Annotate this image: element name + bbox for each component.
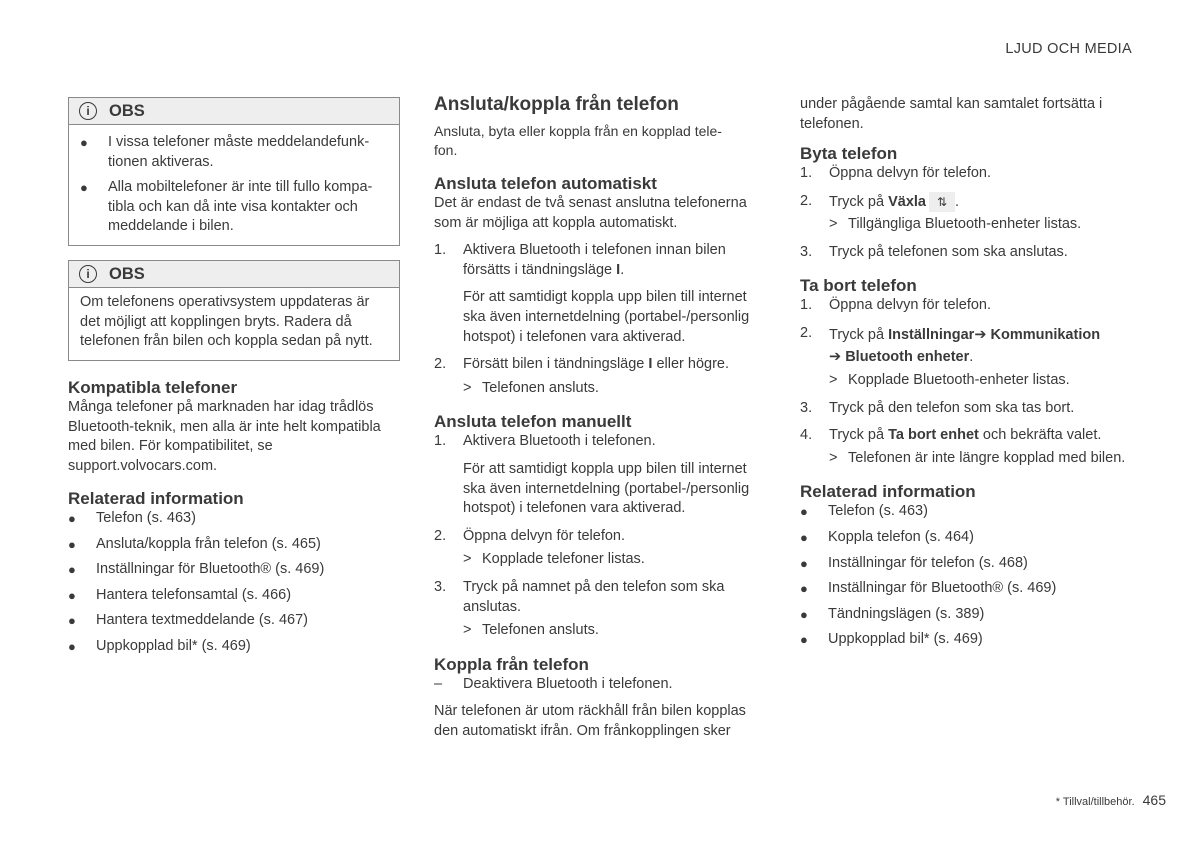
section-heading: Byta telefon — [800, 144, 898, 164]
related-link[interactable]: ● Koppla telefon (s. 464) — [800, 528, 974, 545]
step-item: 2. Tryck på Inställningar➔ Kommunikation ➔ Bluetooth enheter. > Kopplade Bluetooth-enheter listas. — [800, 324, 1132, 391]
body-text: Många telefoner på marknaden har idag trådlös Bluetooth-teknik, men alla är inte helt kompatibla med bilen. För kompatibilitet, se support.volvocars.com. — [68, 399, 381, 474]
obs-note-text: Om telefonens operativsystem uppdateras är det möjligt att kopplingen bryts. Radera då telefonen från bilen och koppla sedan på nytt. — [80, 294, 373, 350]
step-item: 1. Öppna delvyn för telefon. — [800, 165, 992, 182]
section-heading: Ansluta telefon manuellt — [434, 412, 632, 432]
step-item: 3. Tryck på telefonen som ska anslutas. — [800, 243, 1068, 260]
info-circle-icon: i — [79, 265, 97, 283]
arrow-right-icon: ➔ — [974, 326, 987, 343]
step-result: > Tillgängliga Bluetooth-enheter listas. — [829, 216, 1082, 233]
obs-note-header — [69, 98, 399, 125]
step-result: > Telefonen är inte längre kopplad med bilen. — [829, 449, 1126, 466]
footnote: * Tillval/tillbehör. — [1055, 796, 1135, 808]
related-link[interactable]: ● Tändningslägen (s. 389) — [800, 605, 985, 622]
step-result: > Telefonen ansluts. — [463, 379, 599, 396]
step-item: 1. Aktivera Bluetooth i telefonen. För att samtidigt koppla upp bilen till internet ska även internetdelning (portabel-/personlig hotspot) i telefonen vara aktiverad. — [434, 432, 768, 518]
related-link[interactable]: ● Uppkopplad bil* (s. 469) — [68, 637, 251, 654]
step-item: 2. Öppna delvyn för telefon. > Kopplade telefoner listas. — [434, 527, 768, 570]
obs-note-title: OBS — [109, 264, 145, 283]
arrow-right-icon: ➔ — [829, 348, 842, 365]
section-heading: Koppla från telefon — [434, 654, 589, 674]
step-item: 3. Tryck på den telefon som ska tas bort. — [800, 399, 1075, 416]
section-heading: Relaterad information — [68, 489, 244, 508]
body-text: När telefonen är utom räckhåll från bilen kopplas den automatiskt ifrån. Om frånkopplingen sker — [434, 703, 746, 739]
intro-text: Ansluta, byta eller koppla från en kopplad tele- fon. — [434, 123, 722, 158]
step-result: > Kopplade Bluetooth-enheter listas. — [829, 371, 1070, 388]
page-footer — [1056, 792, 1166, 808]
step-item: 1. Aktivera Bluetooth i telefonen innan bilen försätts i tändningsläge I. För att samtidigt koppla upp bilen till internet ska även internetdelning (portabel-/personlig hotspot) i telefonen vara aktiverad. — [434, 241, 768, 347]
list-item: ● Alla mobiltelefoner är inte till fullo kompa- tibla och kan då inte visa kontakter och meddelande i bilen. — [80, 179, 373, 235]
section-header: LJUD OCH MEDIA — [1005, 41, 1132, 57]
page-title: Ansluta/koppla från telefon — [434, 94, 679, 115]
related-link[interactable]: ● Uppkopplad bil* (s. 469) — [800, 631, 983, 648]
step-result: > Kopplade telefoner listas. — [463, 551, 645, 568]
step-item: – Deaktivera Bluetooth i telefonen. — [434, 675, 673, 692]
step-item: 1. Öppna delvyn för telefon. — [800, 297, 992, 314]
related-link[interactable]: ● Telefon (s. 463) — [800, 503, 928, 520]
related-link[interactable]: ● Inställningar för Bluetooth® (s. 469) — [68, 561, 325, 578]
step-result: > Telefonen ansluts. — [463, 622, 599, 639]
page-number: 465 — [1142, 792, 1166, 808]
step-item: 4. Tryck på Ta bort enhet och bekräfta valet. > Telefonen är inte längre kopplad med bilen. — [800, 426, 1132, 468]
section-heading: Ta bort telefon — [800, 276, 917, 296]
related-link[interactable]: ● Ansluta/koppla från telefon (s. 465) — [68, 535, 321, 552]
related-link[interactable]: ● Inställningar för telefon (s. 468) — [800, 554, 1028, 571]
section-heading: Relaterad information — [800, 482, 976, 502]
section-heading: Ansluta telefon automatiskt — [434, 174, 657, 193]
related-link[interactable]: ● Inställningar för Bluetooth® (s. 469) — [800, 580, 1057, 597]
list-item: ● I vissa telefoner måste meddelandefunk- tionen aktiveras. — [80, 134, 370, 170]
phone-swap-icon: ⇅ — [929, 192, 955, 212]
obs-note-1 — [68, 97, 400, 246]
related-link[interactable]: ● Telefon (s. 463) — [68, 510, 196, 526]
related-link[interactable]: ● Hantera telefonsamtal (s. 466) — [68, 586, 292, 603]
step-item: 2. Försätt bilen i tändningsläge I eller högre. > Telefonen ansluts. — [434, 355, 768, 398]
obs-note-2 — [68, 260, 400, 361]
step-item: 3. Tryck på namnet på den telefon som ska anslutas. > Telefonen ansluts. — [434, 578, 768, 641]
related-link[interactable]: ● Hantera textmeddelande (s. 467) — [68, 612, 308, 629]
step-note: För att samtidigt koppla upp bilen till internet ska även internetdelning (portabel-/personlig hotspot) i telefonen vara aktiverad. — [463, 460, 750, 517]
section-heading: Kompatibla telefoner — [68, 378, 238, 397]
body-text: under pågående samtal kan samtalet fortsätta i telefonen. — [800, 96, 1103, 132]
obs-note-title: OBS — [109, 101, 145, 120]
step-item: 2. Tryck på Växla ⇅ . > Tillgängliga Bluetooth-enheter listas. — [800, 192, 1132, 235]
obs-note-header — [69, 261, 399, 288]
body-text: Det är endast de två senast anslutna telefonerna som är möjliga att koppla automatiskt. — [434, 195, 747, 231]
step-note: För att samtidigt koppla upp bilen till internet ska även internetdelning (portabel-/personlig hotspot) i telefonen vara aktiverad. — [463, 289, 750, 345]
info-circle-icon: i — [79, 102, 97, 120]
